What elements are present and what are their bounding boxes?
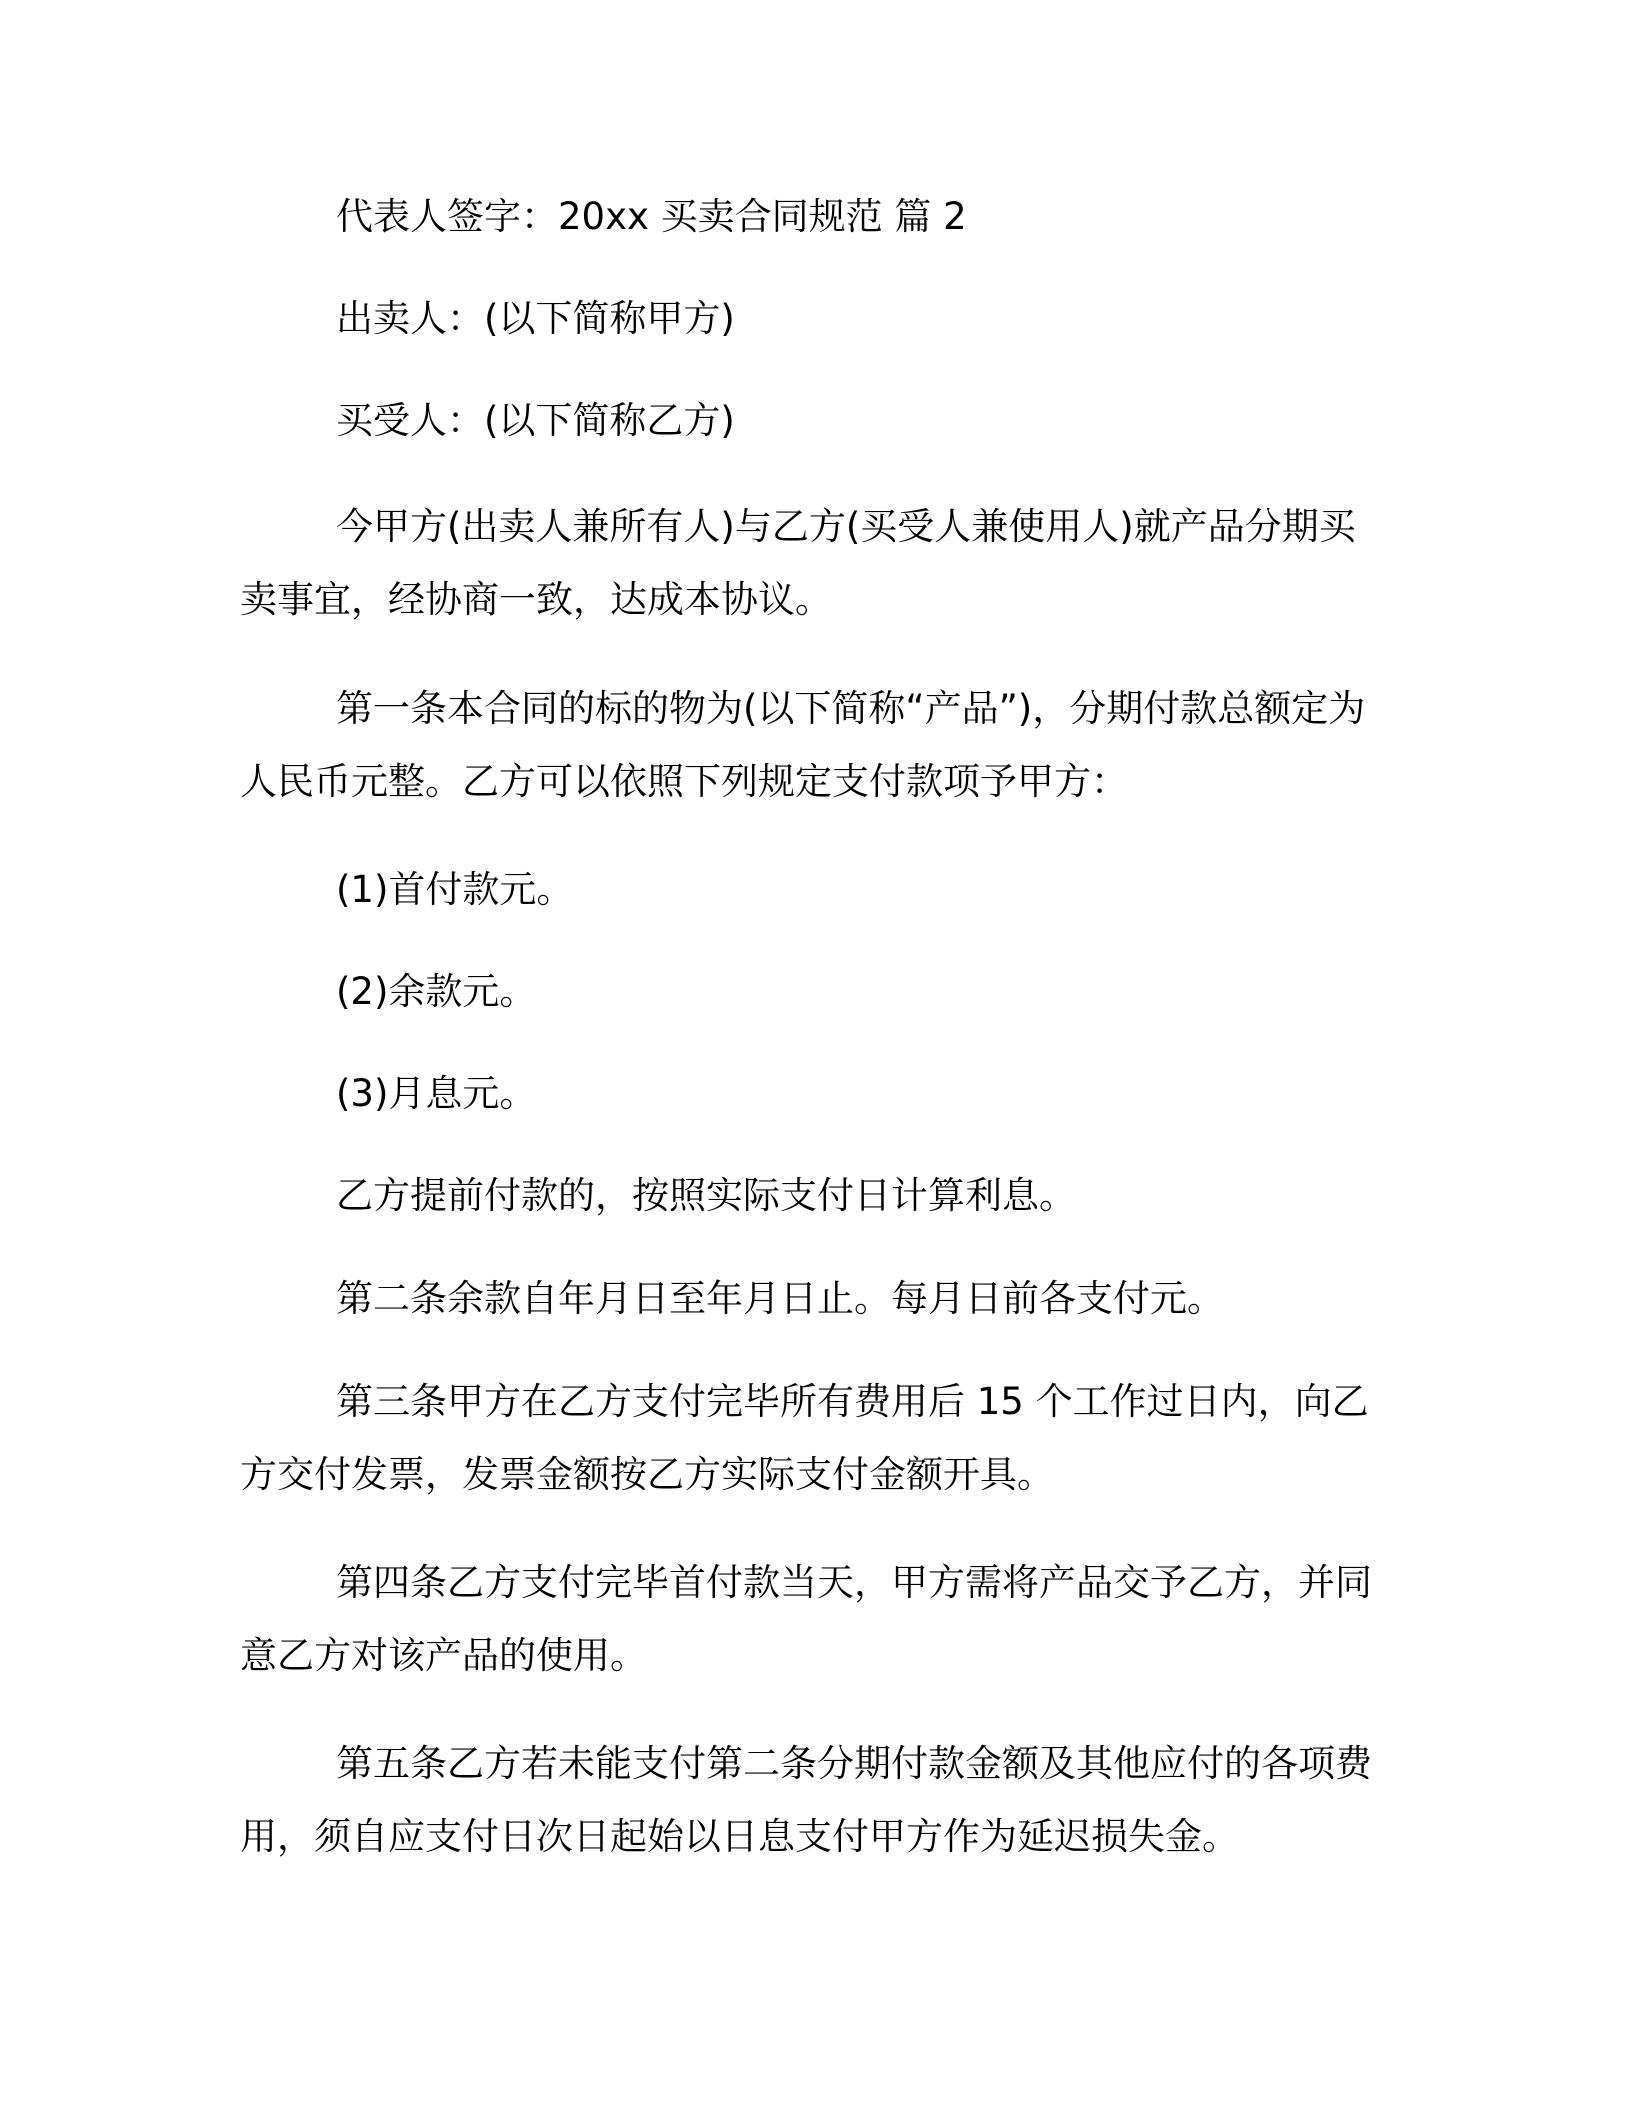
article-4-paragraph: 第四条乙方支付完毕首付款当天，甲方需将产品交予乙方，并同意乙方对该产品的使用。 (240, 1561, 1372, 1677)
item-3-line: (3)月息元。 (336, 1072, 537, 1115)
buyer-line: 买受人：(以下简称乙方) (336, 399, 735, 442)
seller-line: 出卖人：(以下简称甲方) (336, 297, 735, 340)
signature-heading: 代表人签字：20xx 买卖合同规范 篇 2 (336, 195, 967, 238)
article-2-paragraph: 第二条余款自年月日至年月日止。每月日前各支付元。 (336, 1277, 1224, 1320)
article-3-paragraph: 第三条甲方在乙方支付完毕所有费用后 15 个工作过日内，向乙方交付发票，发票金额按乙方实际支付金额开具。 (240, 1380, 1369, 1496)
article-5-paragraph: 第五条乙方若未能支付第二条分期付款金额及其他应付的各项费用，须自应支付日次日起始以日息支付甲方作为延迟损失金。 (240, 1742, 1372, 1858)
preamble-paragraph: 今甲方(出卖人兼所有人)与乙方(买受人兼使用人)就产品分期买卖事宜，经协商一致，达成本协议。 (240, 505, 1356, 621)
early-payment-line: 乙方提前付款的，按照实际支付日计算利息。 (336, 1174, 1076, 1217)
item-2-line: (2)余款元。 (336, 970, 537, 1013)
article-1-paragraph: 第一条本合同的标的物为(以下简称“产品”)，分期付款总额定为人民币元整。乙方可以依照下列规定支付款项予甲方： (240, 687, 1366, 803)
item-1-line: (1)首付款元。 (336, 868, 574, 911)
